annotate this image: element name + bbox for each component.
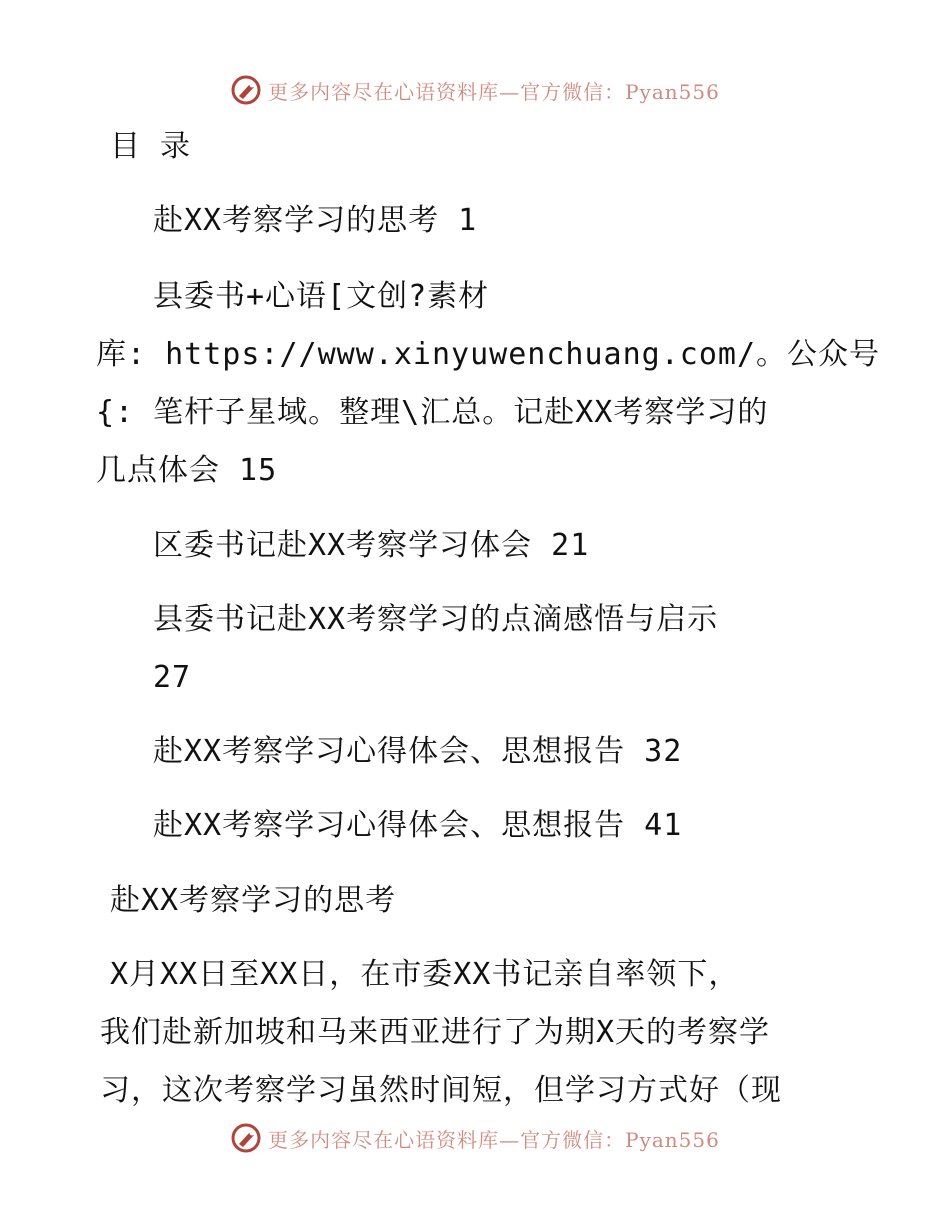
- article-title: 赴XX考察学习的思考: [110, 883, 397, 918]
- toc-entry: 赴XX考察学习心得体会、思想报告 32: [153, 734, 683, 769]
- pen-logo-icon: [230, 74, 262, 106]
- paragraph-line: 习，这次考察学习虽然时间短，但学习方式好（现: [100, 1073, 782, 1108]
- pen-logo-icon: [230, 1122, 262, 1154]
- watermark-text: 更多内容尽在心语资料库—官方微信：Pyan556: [268, 1127, 720, 1152]
- watermark-text: 更多内容尽在心语资料库—官方微信：Pyan556: [268, 79, 720, 104]
- toc-entry: 库: https://www.xinyuwenchuang.com/。公众号: [96, 337, 881, 372]
- footer-watermark: [0, 1118, 950, 1158]
- toc-entry: 区委书记赴XX考察学习体会 21: [153, 528, 590, 563]
- toc-entry: 县委书+心语[文创?素材: [153, 279, 490, 314]
- paragraph-line: 我们赴新加坡和马来西亚进行了为期X天的考察学: [100, 1015, 771, 1050]
- toc-entry: 27: [153, 660, 192, 695]
- toc-entry: 县委书记赴XX考察学习的点滴感悟与启示: [153, 602, 719, 637]
- toc-entry: {: 笔杆子星域。整理\汇总。记赴XX考察学习的: [96, 395, 769, 430]
- toc-entry: 赴XX考察学习的思考 1: [153, 203, 478, 238]
- header-watermark: [0, 70, 950, 110]
- toc-heading: 目 录: [110, 129, 192, 164]
- paragraph-line: X月XX日至XX日，在市委XX书记亲自率领下，: [110, 957, 740, 992]
- toc-entry: 几点体会 15: [96, 453, 278, 488]
- toc-entry: 赴XX考察学习心得体会、思想报告 41: [153, 808, 683, 843]
